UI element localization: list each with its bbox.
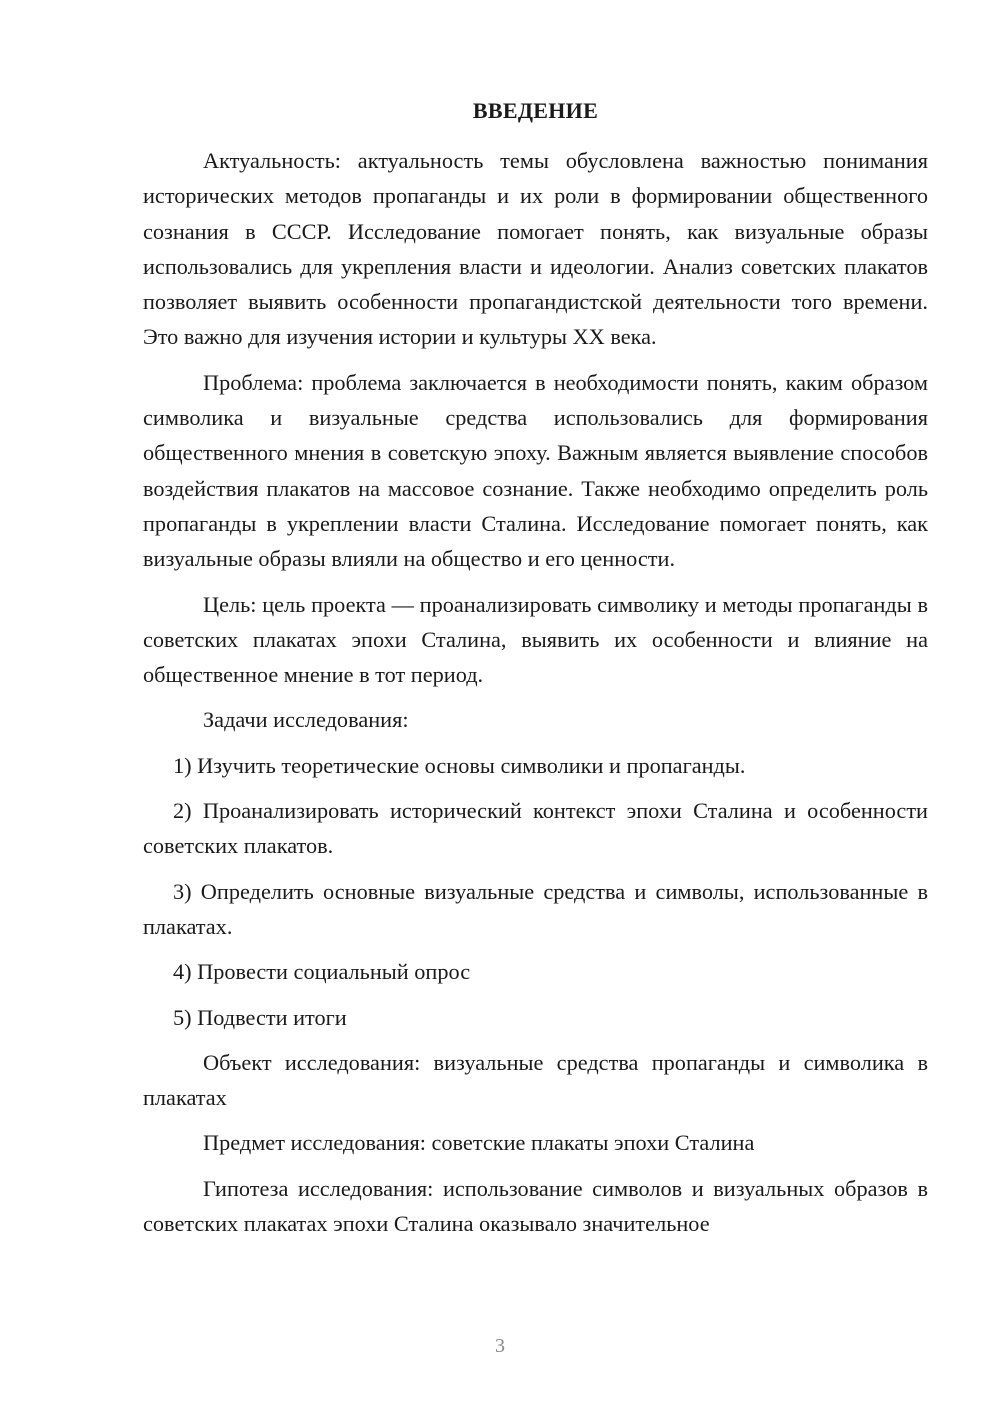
task-item-4: 4) Провести социальный опрос [173, 959, 471, 985]
paragraph-subject: Предмет исследования: советские плакаты эпохи Сталина [203, 1130, 755, 1156]
section-title: ВВЕДЕНИЕ [472, 98, 599, 123]
task-item-1: 1) Изучить теоретические основы символики и пропаганды. [173, 752, 746, 778]
task-item-3: 3) Определить основные визуальные средства и символы, использованные в плакатах. [143, 878, 928, 939]
paragraph-problem: Проблема: проблема заключается в необходимости понять, каким образом символика и визуальные средства использовались для формирования общественного мнения в советскую эпоху. Важным является выявление способов воздействия плакатов на массовое сознание. Также необходимо определить роль пропаганды в укреплении власти Сталина. Исследование помогает понять, как визуальные образы влияли на общество и его ценности. [143, 369, 928, 572]
paragraph-goal: Цель: цель проекта — проанализировать символику и методы пропаганды в советских плакатах эпохи Сталина, выявить их особенности и влияние на общественное мнение в тот период. [143, 591, 928, 688]
tasks-heading: Задачи исследования: [203, 707, 409, 733]
task-item-5: 5) Подвести итоги [173, 1004, 347, 1030]
page-number: 3 [495, 1335, 505, 1357]
document-body [143, 143, 928, 1251]
paragraph-hypothesis: Гипотеза исследования: использование символов и визуальных образов в советских плакатах эпохи Сталина оказывало значительное [143, 1175, 928, 1237]
paragraph-object: Объект исследования: визуальные средства пропаганды и символика в плакатах [143, 1049, 928, 1111]
paragraph-relevance: Актуальность: актуальность темы обусловлена важностью понимания исторических методов пропаганды и их роли в формировании общественного сознания в СССР. Исследование помогает понять, как визуальные образы использовались для укрепления власти и идеологии. Анализ советских плакатов позволяет выявить особенности пропагандистской деятельности того времени. Это важно для изучения истории и культуры XX века. [143, 148, 928, 350]
task-item-2: 2) Проанализировать исторический контекст эпохи Сталина и особенности советских плакатов. [143, 798, 928, 859]
